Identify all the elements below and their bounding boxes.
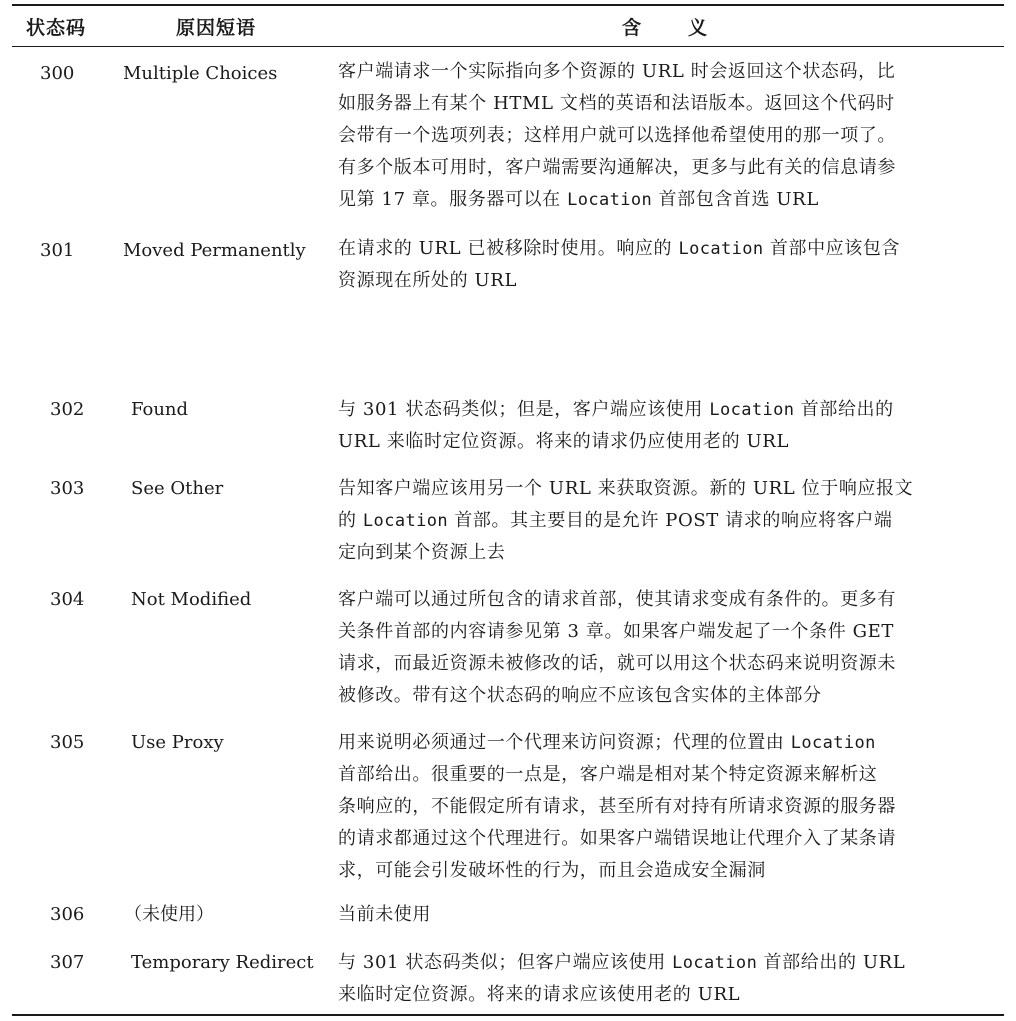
header-status-code: 状态码 bbox=[26, 17, 87, 39]
header-meaning-char-1: 含 bbox=[622, 17, 643, 39]
meaning-line: 首部给出。很重要的一点是，客户端是相对某个特定资源来解析这 bbox=[338, 764, 878, 785]
code-term: Location bbox=[790, 733, 876, 753]
meaning-line: 在请求的 URL 已被移除时使用。响应的 Location 首部中应该包含 bbox=[338, 238, 901, 259]
status-code: 305 bbox=[50, 732, 85, 753]
meaning-line: 如服务器上有某个 HTML 文档的英语和法语版本。返回这个代码时 bbox=[338, 93, 895, 114]
status-code: 301 bbox=[40, 240, 75, 261]
meaning-line: 资源现在所处的 URL bbox=[338, 270, 517, 291]
code-term: Location bbox=[709, 400, 795, 420]
meaning-line: 关条件首部的内容请参见第 3 章。如果客户端发起了一个条件 GET bbox=[338, 621, 894, 642]
meaning-line: 客户端可以通过所包含的请求首部，使其请求变成有条件的。更多有 bbox=[338, 589, 896, 610]
meaning-line: 当前未使用 bbox=[338, 904, 431, 925]
meaning-line: 的请求都通过这个代理进行。如果客户端错误地让代理介入了某条请 bbox=[338, 828, 896, 849]
meaning-line: 的 Location 首部。其主要目的是允许 POST 请求的响应将客户端 bbox=[338, 510, 893, 531]
table-bottom-rule bbox=[12, 1014, 1004, 1016]
reason-phrase: Use Proxy bbox=[131, 732, 224, 753]
meaning bbox=[338, 473, 1002, 569]
meaning-line: URL 来临时定位资源。将来的请求仍应使用老的 URL bbox=[338, 431, 789, 452]
meaning bbox=[338, 727, 1002, 887]
meaning-line: 告知客户端应该用另一个 URL 来获取资源。新的 URL 位于响应报文 bbox=[338, 478, 914, 499]
reason-phrase: Moved Permanently bbox=[123, 240, 306, 261]
meaning-line: 用来说明必须通过一个代理来访问资源；代理的位置由 Location bbox=[338, 732, 876, 753]
code-term: Location bbox=[678, 239, 764, 259]
status-code: 306 bbox=[50, 904, 85, 925]
reason-phrase: Not Modified bbox=[131, 589, 252, 610]
status-code: 307 bbox=[50, 952, 85, 973]
reason-phrase: Temporary Redirect bbox=[131, 952, 314, 973]
meaning bbox=[338, 899, 1002, 931]
code-term: Location bbox=[672, 953, 758, 973]
meaning bbox=[338, 56, 1002, 216]
header-meaning bbox=[622, 16, 708, 40]
meaning-line: 来临时定位资源。将来的请求应该使用老的 URL bbox=[338, 984, 741, 1005]
meaning-line: 见第 17 章。服务器可以在 Location 首部包含首选 URL bbox=[338, 189, 819, 210]
meaning-line: 客户端请求一个实际指向多个资源的 URL 时会返回这个状态码，比 bbox=[338, 61, 896, 82]
status-code: 304 bbox=[50, 589, 85, 610]
table-top-rule bbox=[12, 4, 1004, 6]
reason-phrase: See Other bbox=[131, 478, 224, 499]
meaning bbox=[338, 947, 1002, 1011]
meaning-line: 被修改。带有这个状态码的响应不应该包含实体的主体部分 bbox=[338, 685, 822, 706]
status-code: 303 bbox=[50, 478, 85, 499]
code-term: Location bbox=[567, 190, 653, 210]
meaning bbox=[338, 394, 1002, 458]
meaning-line: 会带有一个选项列表；这样用户就可以选择他希望使用的那一项了。 bbox=[338, 125, 896, 146]
meaning bbox=[338, 584, 1002, 712]
meaning-line: 有多个版本可用时，客户端需要沟通解决，更多与此有关的信息请参 bbox=[338, 157, 896, 178]
meaning-line: 条响应的，不能假定所有请求，甚至所有对持有所请求资源的服务器 bbox=[338, 796, 896, 817]
reason-phrase: （未使用） bbox=[124, 904, 214, 925]
reason-phrase: Multiple Choices bbox=[123, 63, 278, 84]
status-code: 302 bbox=[50, 399, 85, 420]
header-meaning-char-2: 义 bbox=[688, 17, 709, 39]
header-reason-phrase: 原因短语 bbox=[176, 17, 257, 39]
status-code: 300 bbox=[40, 63, 75, 84]
table-header-rule bbox=[12, 46, 1004, 47]
reason-phrase: Found bbox=[131, 399, 189, 420]
meaning-line: 求，可能会引发破坏性的行为，而且会造成安全漏洞 bbox=[338, 860, 766, 881]
meaning-line: 定向到某个资源上去 bbox=[338, 542, 506, 563]
code-term: Location bbox=[362, 511, 449, 531]
meaning-line: 与 301 状态码类似；但是，客户端应该使用 Location 首部给出的 bbox=[338, 399, 894, 420]
meaning-line: 与 301 状态码类似；但客户端应该使用 Location 首部给出的 URL bbox=[338, 952, 906, 973]
meaning-line: 请求，而最近资源未被修改的话，就可以用这个状态码来说明资源未 bbox=[338, 653, 896, 674]
meaning bbox=[338, 233, 1002, 297]
